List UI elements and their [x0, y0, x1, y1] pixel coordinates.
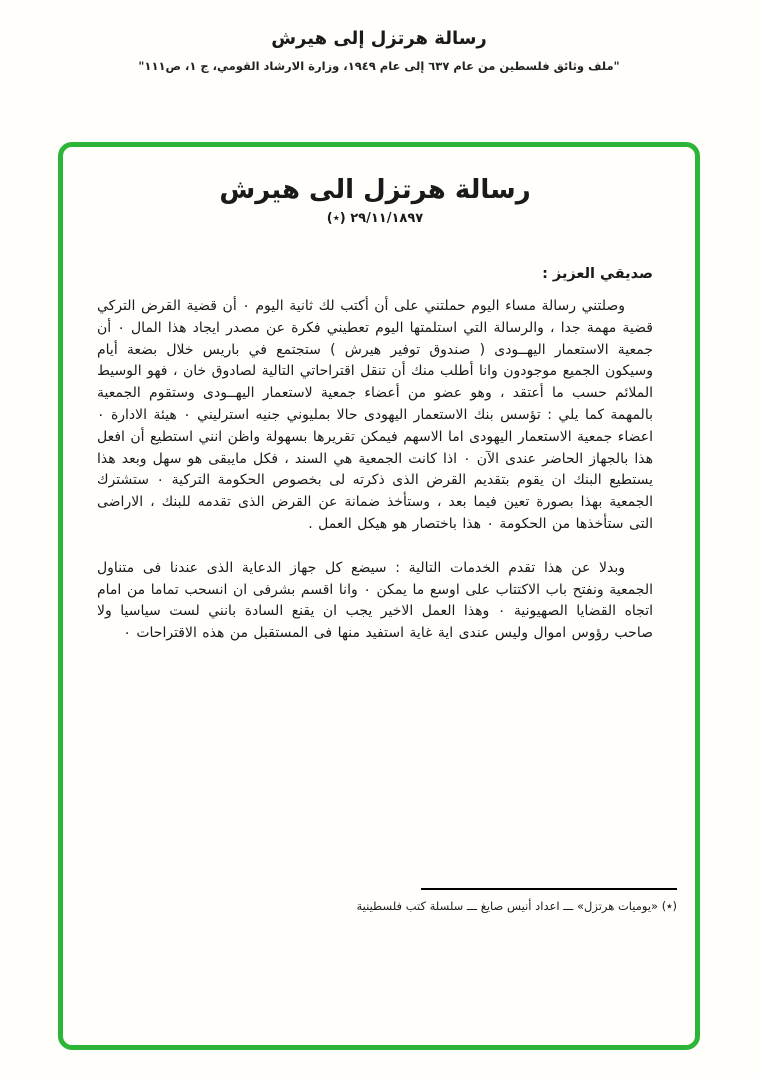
source-citation: "ملف وثائق فلسطين من عام ٦٣٧ إلى عام ١٩٤٩، وزارة الارشاد القومي، ج ١، ص١١١" — [138, 59, 620, 73]
letter-paragraph-1: وصلتني رسالة مساء اليوم حملتني على أن أكتب لك ثانية اليوم ٠ أن قضية القرض التركي قضية مهمة جدا ، والرسالة التي استلمتها اليوم تعطيني فكرة عن مصدر ايجاد هذا المال ٠ أن جمعية الاستعمار اليهــودى ( صندوق توفير هيرش ) ستجتمع في باريس خلال بضعة أيام وسيكون الجميع موجودون وانا أطلب منك أن تنقل اقتراحاتي التالية لصادوق خان ، فهو الوسيط الملائم حسب ما أعتقد ، وهو عضو من أعضاء جمعية لاستعمار اليهــودى وستقوم الجمعية بالمهمة كما يلي : تؤسس بنك الاستعمار اليهودى حالا بمليوني جنيه استرليني ٠ هيئة الادارة ٠ اعضاء جمعية الاستعمار اليهودى اما الاسهم فيمكن تقريرها بسهولة واظن انني استطيع أن افعل هذا بالجهاز الحاضر عندى الآن ٠ اذا كانت الجمعية هي السند ، فكل مايبقى هو سهل وبعد هذا يستطيع البنك ان يقوم بتقديم القرض الذى ذكرته لى بخصوص الحكومة التركية ٠ ستشترك الجمعية بهذا بصورة تعين فيما بعد ، وستأخذ ضمانة عن القرض الذى تقدمه للبنك ، الاراضى التى ستأخذها من الحكومة ٠ هذا باختصار هو هيكل العمل . — [97, 298, 653, 532]
letter-frame — [58, 142, 700, 1050]
letter-paragraph-2: وبدلا عن هذا تقدم الخدمات التالية : سيضع كل جهاز الدعاية الذى عندنا فى متناول الجمعية ونفتح باب الاكتتاب على اوسع ما يمكن ٠ وانا اقسم بشرفى ان انسحب تماما من امام اتجاه القضايا الصهيونية ٠ وهذا العمل الاخير يجب ان يقنع السادة بانني لست سياسيا ولا صاحب رؤوس اموال وليس عندى اية غاية استفيد منها فى المستقبل من هذه الاقتراحات ٠ — [97, 559, 654, 642]
page-title: رسالة هرتزل إلى هيرش — [271, 28, 487, 49]
page-header — [0, 28, 758, 73]
footnote-area — [97, 888, 677, 913]
footnote-divider — [421, 888, 677, 890]
footnote-text: (٭) «يوميات هرتزل» ـــ اعداد أنيس صايغ ـــ سلسلة كتب فلسطينية — [356, 899, 677, 913]
letter-salutation: صديقي العزيز : — [542, 266, 653, 282]
letter-date: ٢٩/١١/١٨٩٧ (٭) — [326, 211, 424, 226]
letter-title: رسالة هرتزل الى هيرش — [219, 175, 531, 205]
